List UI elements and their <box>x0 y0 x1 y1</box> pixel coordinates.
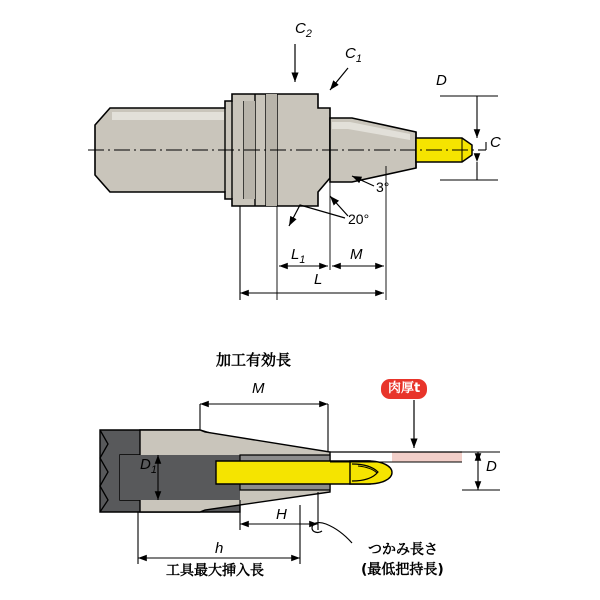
label-c2: $C_2$ <box>295 20 312 40</box>
leader-c1 <box>330 68 348 90</box>
label-m-upper: M <box>350 246 363 263</box>
label-h-lower: h <box>215 540 224 557</box>
label-grip-length-line2: (最低把持長) <box>361 562 444 578</box>
label-grip-length-line1: つかみ長さ <box>368 542 438 558</box>
tool-shank-lower <box>216 461 370 484</box>
label-l: L <box>314 271 323 288</box>
holder-highlight <box>112 112 224 120</box>
wall-thickness-badge: 肉厚t <box>381 379 427 399</box>
leader-20deg <box>330 196 348 216</box>
label-angle-20: 20° <box>348 211 370 227</box>
label-c1: $C_1$ <box>345 45 362 65</box>
label-c-upper: C <box>490 134 501 151</box>
label-angle-3: 3° <box>376 179 390 195</box>
label-d-upper: D <box>436 72 447 89</box>
label-d-lower: D <box>486 458 497 475</box>
lower-section-view <box>100 400 500 564</box>
label-max-insert-length: 工具最大挿入長 <box>166 563 264 579</box>
label-effective-length: 加工有効長 <box>216 351 292 369</box>
wall-thickness-strip <box>392 452 462 462</box>
label-h-upper: H <box>276 506 287 523</box>
leader-20deg-b <box>289 205 345 226</box>
label-m-lower: M <box>252 380 265 397</box>
dim-C-upper <box>478 142 486 150</box>
label-d1: $D_1$ <box>140 456 157 476</box>
label-l1: $L_1$ <box>291 246 306 266</box>
